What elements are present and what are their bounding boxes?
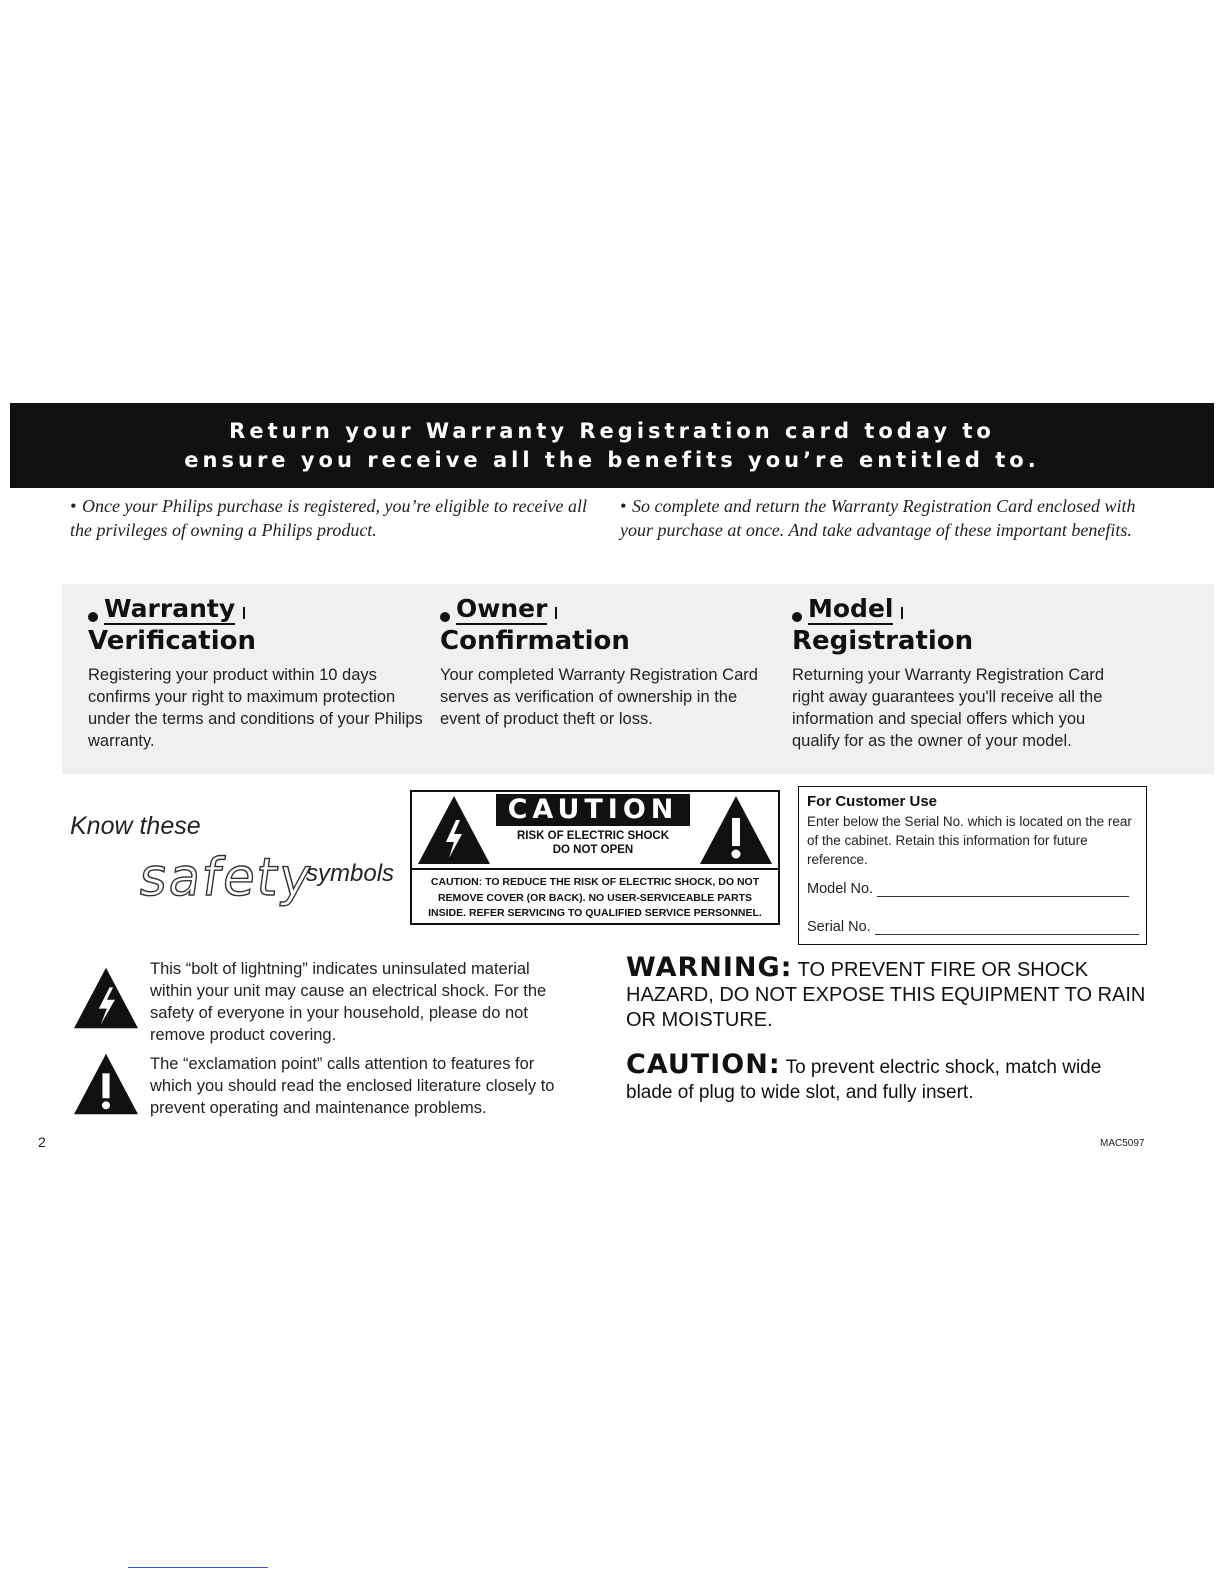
customer-text: Enter below the Serial No. which is located on the rear of the cabinet. Retain this information for future reference. — [807, 814, 1132, 867]
intro-right: • So complete and return the Warranty Registration Card enclosed with your purchase at once. And take advantage of these important benefits. — [620, 496, 1136, 540]
lightning-bolt-icon — [72, 966, 140, 1030]
warning-text: TO PREVENT FIRE OR SHOCK HAZARD, DO NOT EXPOSE THIS EQUIPMENT TO RAIN OR MOISTURE. — [626, 959, 1146, 1031]
bullet-dot-icon — [792, 612, 802, 622]
exclamation-description: The “exclamation point” calls attention to features for which you should read the enclosed literature closely to prevent operating and maintenance problems. — [150, 1055, 555, 1117]
benefit-warranty — [88, 594, 423, 752]
banner-line-1: Return your Warranty Registration card today to — [229, 419, 995, 443]
benefit-title: Model — [792, 594, 903, 624]
benefit-owner — [440, 594, 775, 730]
safety-word: safety — [135, 848, 317, 908]
benefit-text: Your completed Warranty Registration Card serves as verification of ownership in the event of product theft or loss. — [440, 666, 758, 728]
benefit-subtitle: Verification — [88, 626, 257, 656]
exclamation-point-icon — [72, 1052, 140, 1116]
benefit-subtitle: Confirmation — [440, 626, 630, 656]
benefit-title: Warranty — [88, 594, 245, 624]
bullet-dot-icon — [440, 612, 450, 622]
serial-number-field[interactable]: Serial No. — [807, 919, 1139, 935]
caution-subtitle: RISK OF ELECTRIC SHOCK DO NOT OPEN — [516, 830, 670, 856]
caution-footnote: CAUTION: TO REDUCE THE RISK OF ELECTRIC SHOCK, DO NOT REMOVE COVER (OR BACK). NO USER-SERVICEABLE PARTS INSIDE. REFER SERVICING TO QUALIFIED SERVICE PERSONNEL. — [428, 876, 762, 919]
bottom-rule — [128, 1567, 268, 1568]
warranty-banner — [10, 403, 1214, 488]
caution-heading: CAUTION: — [626, 1049, 781, 1080]
benefit-subtitle: Registration — [792, 626, 974, 656]
model-code: MAC5097 — [1100, 1138, 1145, 1149]
banner-line-2: ensure you receive all the benefits you’re entitled to. — [184, 448, 1040, 472]
page-number: 2 — [38, 1134, 46, 1150]
benefit-text: Returning your Warranty Registration Card right away guarantees you'll receive all the information and special offers which you qualify for as the owner of your model. — [792, 666, 1105, 750]
caution-label-box — [410, 790, 780, 925]
warning-notice — [626, 952, 1166, 1033]
intro-right-text: So complete and return the Warranty Registration Card enclosed with your purchase at once. And take advantage of these important benefits. — [620, 496, 1136, 540]
benefit-model — [792, 594, 1132, 752]
customer-title: For Customer Use — [807, 793, 938, 810]
intro-left: • Once your Philips purchase is registered, you’re eligible to receive all the privileges of owning a Philips product. — [70, 496, 588, 540]
symbols-label: symbols — [306, 860, 395, 887]
lightning-description: This “bolt of lightning” indicates uninsulated material within your unit may cause an electrical shock. For the safety of everyone in your household, please do not remove product covering. — [150, 960, 547, 1044]
caution-notice — [626, 1049, 1146, 1105]
model-number-field[interactable]: Model No. — [807, 881, 1129, 897]
intro-left-text: Once your Philips purchase is registered, you’re eligible to receive all the privileges of owning a Philips product. — [70, 496, 588, 540]
bullet-dot-icon — [88, 612, 98, 622]
warning-heading: WARNING: — [626, 952, 793, 983]
customer-use-box — [798, 786, 1147, 945]
caution-title: CAUTION — [496, 794, 690, 826]
benefit-title: Owner — [440, 594, 557, 624]
caution-text: To prevent electric shock, match wide blade of plug to wide slot, and fully insert. — [626, 1057, 1102, 1103]
lightning-warning-icon — [416, 794, 492, 866]
benefit-text: Registering your product within 10 days confirms your right to maximum protection under the terms and conditions of your Philips warranty. — [88, 666, 423, 750]
know-these-label: Know these — [70, 812, 201, 840]
exclamation-warning-icon — [698, 794, 774, 866]
